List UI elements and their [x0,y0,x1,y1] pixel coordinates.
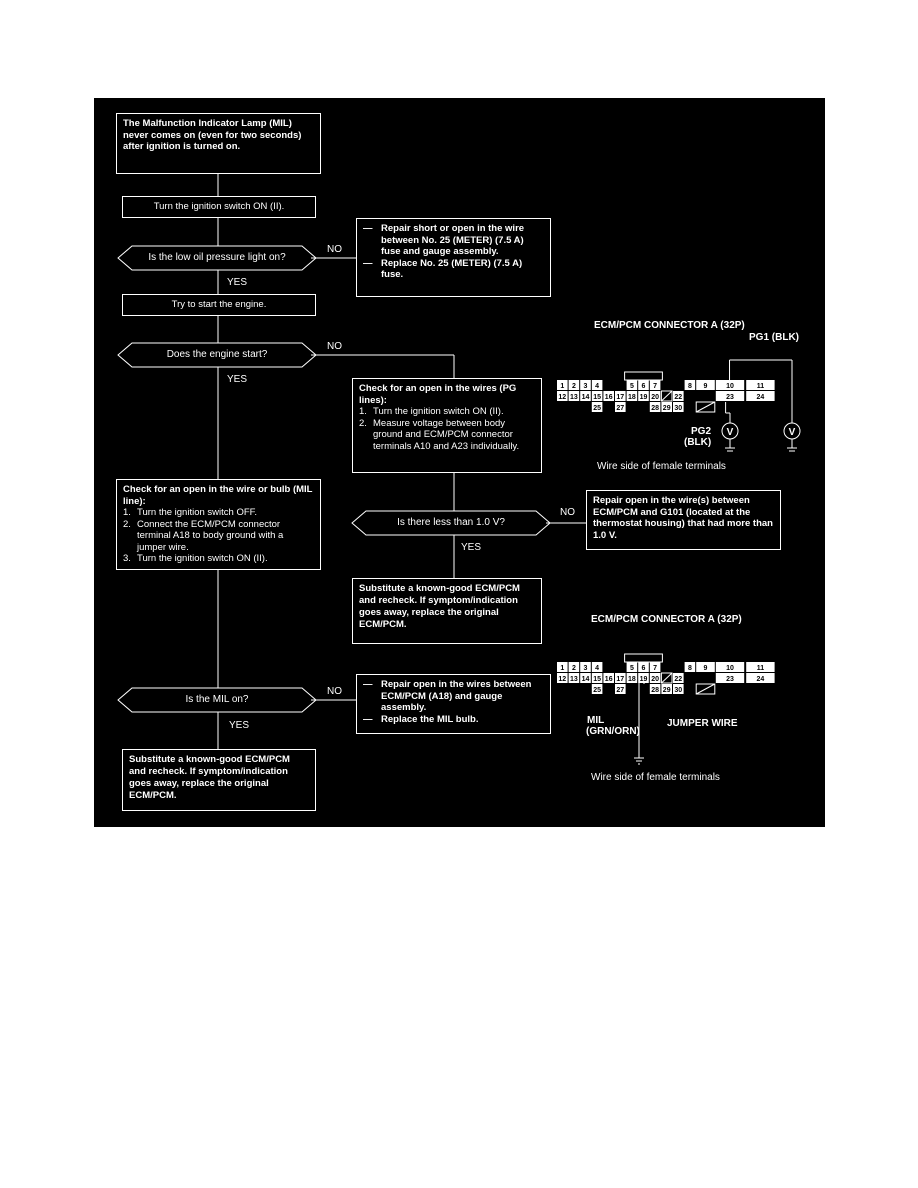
start-no-label: NO [327,341,342,352]
terminal-number: 14 [581,394,590,401]
repair-meter-item: — Repair short or open in the wire between No. 25 (METER) (7.5 A) fuse and gauge assembly. [363,223,525,257]
terminal-number: 7 [653,383,658,390]
terminal-number: 8 [687,665,692,672]
terminal-number: 8 [687,383,692,390]
terminal-number: 24 [756,676,765,683]
terminal-number: 28 [651,687,659,694]
check-mil-step: 2. Connect the ECM/PCM connector terminal A18 to body ground with a jumper wire. [123,518,284,553]
connector1-caption: Wire side of female terminals [597,461,726,472]
terminal-number: 17 [616,394,625,401]
start-yes-label: YES [227,374,248,385]
diagram-panel [94,98,825,827]
connector2-mil-label: MIL [587,715,605,726]
connector2-mil-color: (GRN/ORN) [586,726,640,737]
question-mil-on: Is the MIL on? [185,694,249,705]
step-start-engine: Try to start the engine. [122,294,316,316]
terminal-number: 23 [726,394,734,401]
terminal-number: 4 [595,383,600,390]
terminal-number: 2 [571,665,576,672]
check-pg-step: 1. Turn the ignition switch ON (II). [359,406,504,417]
connector2-caption: Wire side of female terminals [591,772,720,783]
terminal-number: 10 [726,383,734,390]
oil-no-label: NO [327,244,342,255]
terminal-number: 19 [639,676,648,683]
connector1-pg1-label: PG1 (BLK) [749,332,799,343]
oil-yes-label: YES [227,277,248,288]
terminal-number: 19 [639,394,648,401]
check-pg-step: 2. Measure voltage between body ground and ECM/PCM connector terminals A10 and A23 individually. [359,417,520,452]
check-mil-step: 3. Turn the ignition switch ON (II). [123,553,268,564]
terminal-number: 30 [674,405,683,412]
terminal-number: 9 [703,383,708,390]
check-mil-step: 1. Turn the ignition switch OFF. [123,507,258,518]
terminal-number: 1 [560,383,565,390]
terminal-number: 23 [726,676,734,683]
volt-yes-label: YES [461,542,482,553]
terminal-number: 29 [662,687,671,694]
terminal-number: 2 [571,383,576,390]
terminal-number: 24 [756,394,765,401]
repair-g101-box: Repair open in the wire(s) between ECM/PCM and G101 (located at the thermostat housing) that had more than 1.0 V. [586,490,781,550]
question-oil-light: Is the low oil pressure light on? [148,252,286,263]
terminal-number: 11 [756,665,765,672]
check-pg-title: Check for an open in the wires (PG lines): [359,383,517,406]
terminal-number: 16 [604,676,613,683]
terminal-number: 28 [651,405,659,412]
terminal-number: 18 [628,394,636,401]
repair-mil-item: — Repair open in the wires between ECM/PCM (A18) and gauge assembly. [363,679,532,713]
terminal-number: 6 [641,665,646,672]
terminal-number: 25 [593,405,601,412]
terminal-number: 5 [629,665,634,672]
connector1-pg2-label: PG2 [691,426,712,437]
terminal-number: 9 [703,665,708,672]
blank-slash [661,673,672,683]
terminal-number: 14 [581,676,590,683]
terminal-number: 29 [662,405,671,412]
terminal-number: 5 [629,383,634,390]
start-box: The Malfunction Indicator Lamp (MIL) never comes on (even for two seconds) after ignition is turned on. [116,113,321,174]
terminal-number: 17 [616,676,625,683]
substitute-ecm-box-1: Substitute a known-good ECM/PCM and recheck. If symptom/indication goes away, replace the original ECM/PCM. [352,578,542,644]
connector-lock-tab [625,654,663,662]
terminal-number: 20 [651,676,659,683]
terminal-number: 13 [570,394,578,401]
volt-no-label: NO [560,507,575,518]
terminal-number: 16 [604,394,613,401]
terminal-number: 10 [726,665,734,672]
terminal-number: 11 [756,383,765,390]
mil-no-label: NO [327,686,342,697]
connector2-title: ECM/PCM CONNECTOR A (32P) [591,614,742,625]
mil-yes-label: YES [229,720,250,731]
repair-meter-item: — Replace No. 25 (METER) (7.5 A) fuse. [363,257,523,280]
terminal-number: 27 [616,687,625,694]
step-ignition-on: Turn the ignition switch ON (II). [122,196,316,218]
question-engine-start: Does the engine start? [166,349,268,360]
terminal-number: 18 [628,676,636,683]
terminal-number: 3 [583,665,588,672]
substitute-ecm-box-2: Substitute a known-good ECM/PCM and recheck. If symptom/indication goes away, replace the original ECM/PCM. [122,749,316,811]
question-voltage: Is there less than 1.0 V? [397,517,505,528]
terminal-number: 4 [595,665,600,672]
terminal-number: 20 [651,394,659,401]
terminal-number: 12 [558,676,567,683]
check-mil-title: Check for an open in the wire or bulb (MIL line): [123,484,313,507]
connector1-title: ECM/PCM CONNECTOR A (32P) [594,320,745,331]
terminal-number: 3 [583,383,588,390]
connector1-pg2-color: (BLK) [684,437,712,448]
repair-mil-item: — Replace the MIL bulb. [363,713,479,725]
terminal-number: 7 [653,665,658,672]
terminal-number: 12 [558,394,567,401]
connector2-jumper-label: JUMPER WIRE [667,718,738,729]
terminal-number: 15 [593,676,601,683]
terminal-number: 30 [674,687,683,694]
terminal-number: 22 [674,394,683,401]
voltmeter-symbol: V [726,427,734,438]
terminal-number: 1 [560,665,565,672]
terminal-number: 13 [570,676,578,683]
terminal-number: 25 [593,687,601,694]
terminal-number: 22 [674,676,683,683]
terminal-number: 15 [593,394,601,401]
terminal-number: 6 [641,383,646,390]
voltmeter-symbol: V [788,427,796,438]
blank-slash [696,684,715,694]
terminal-number: 27 [616,405,625,412]
